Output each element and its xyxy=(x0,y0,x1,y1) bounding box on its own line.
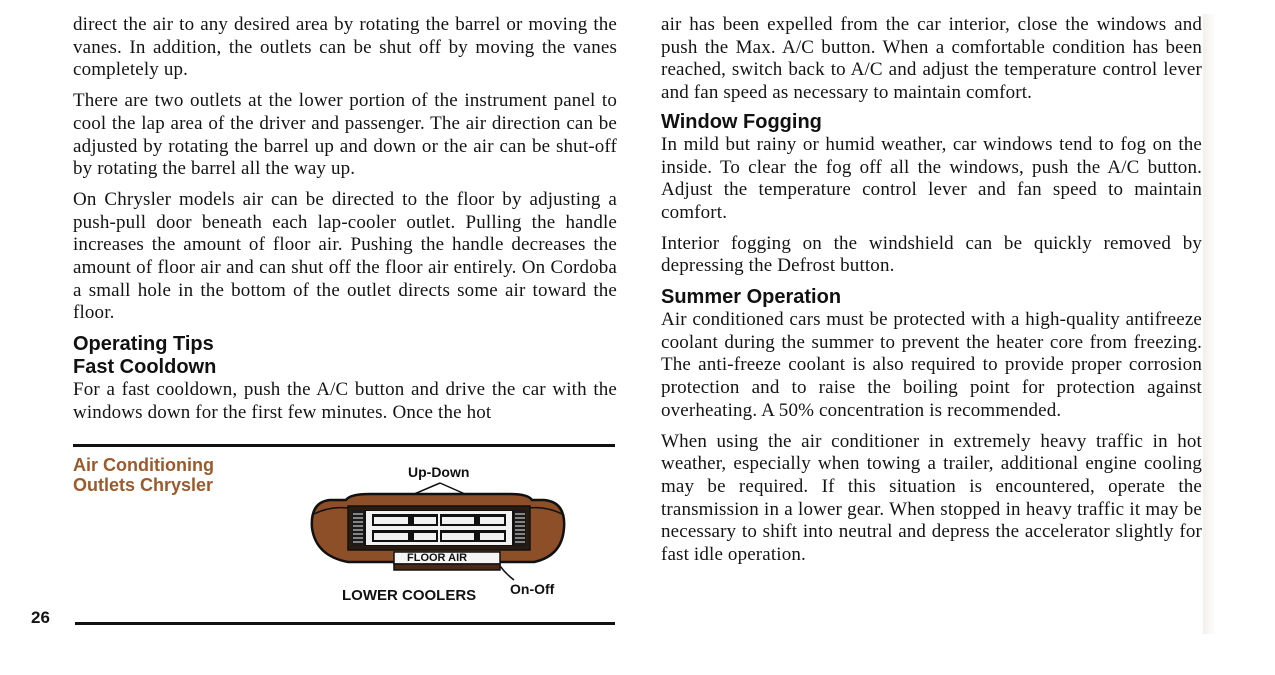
heading-window-fogging: Window Fogging xyxy=(661,110,822,133)
barrel-right-ribs xyxy=(514,510,526,546)
heading-fast-cooldown: Fast Cooldown xyxy=(73,356,217,379)
figure-title-line-1: Air Conditioning xyxy=(73,455,214,475)
lower-cooler-outlet-illustration xyxy=(300,478,580,588)
paragraph-heavy-traffic: When using the air conditioner in extremely heavy traffic in hot weather, especially when towing a trailer, additional engine cooling may be required. If this situation is encountered, operate the transmission in a lower gear. When stopped in heavy traffic it may be necessary to shift into neutral and depress the accelerator slightly for fast idle operation. xyxy=(661,430,1202,566)
paragraph-floor-air: On Chrysler models air can be directed to the floor by adjusting a push-pull door beneath each lap-cooler outlet. Pulling the handle increases the amount of floor air. Pushing the handle decreases the amount of floor air and can shut off the floor air entirely. On Cordoba a small hole in the bottom of the outlet directs some air toward the floor. xyxy=(73,188,617,324)
paragraph-window-fogging: In mild but rainy or humid weather, car windows tend to fog on the inside. To clear the fog off all the windows, push the A/C button. Adjust the temperature control lever and fan speed to maintain comfort. xyxy=(661,133,1202,223)
label-lower-coolers: LOWER COOLERS xyxy=(342,587,477,604)
paragraph-lower-outlets: There are two outlets at the lower portion of the instrument panel to cool the lap area of the driver and passenger. The air direction can be adjusted by rotating the barrel up and down or the air can be shut-off by rotating the barrel all the way up. xyxy=(73,90,617,180)
figure-title-line-2: Outlets Chrysler xyxy=(73,475,214,495)
paragraph-vanes: direct the air to any desired area by rotating the barrel or moving the vanes. In addition, the outlets can be shut off by moving the vanes completely up. xyxy=(73,14,617,81)
right-column xyxy=(661,14,1202,575)
figure-title xyxy=(73,455,214,495)
figure-top-rule xyxy=(73,444,615,447)
label-floor-air: FLOOR AIR xyxy=(407,552,468,564)
barrel-left-ribs xyxy=(352,510,364,546)
paragraph-antifreeze: Air conditioned cars must be protected with a high-quality antifreeze coolant during the summer to prevent the heater core from freezing. The anti-freeze coolant is also required to provide proper corrosion protection and to raise the boiling point for protection against overheating. A 50% concentration is recommended. xyxy=(661,309,1202,421)
label-on-off: On-Off xyxy=(510,581,555,597)
page-number: 26 xyxy=(31,608,50,627)
page-edge-shading xyxy=(1203,14,1217,634)
left-column xyxy=(73,14,617,433)
figure-bottom-rule xyxy=(75,622,615,625)
paragraph-defrost: Interior fogging on the windshield can be quickly removed by depressing the Defrost button. xyxy=(661,232,1202,277)
label-up-down: Up-Down xyxy=(408,464,470,480)
heading-summer-operation: Summer Operation xyxy=(661,286,842,309)
paragraph-fast-cooldown: For a fast cooldown, push the A/C button and drive the car with the windows down for the first few minutes. Once the hot xyxy=(73,379,617,423)
paragraph-fast-cooldown-continued: air has been expelled from the car interior, close the windows and push the Max. A/C button. When a comfortable condition has been reached, switch back to A/C and adjust the temperature control lever and fan speed as necessary to maintain comfort. xyxy=(661,14,1202,104)
outlet-vanes xyxy=(364,510,514,546)
heading-operating-tips: Operating Tips xyxy=(73,333,214,356)
